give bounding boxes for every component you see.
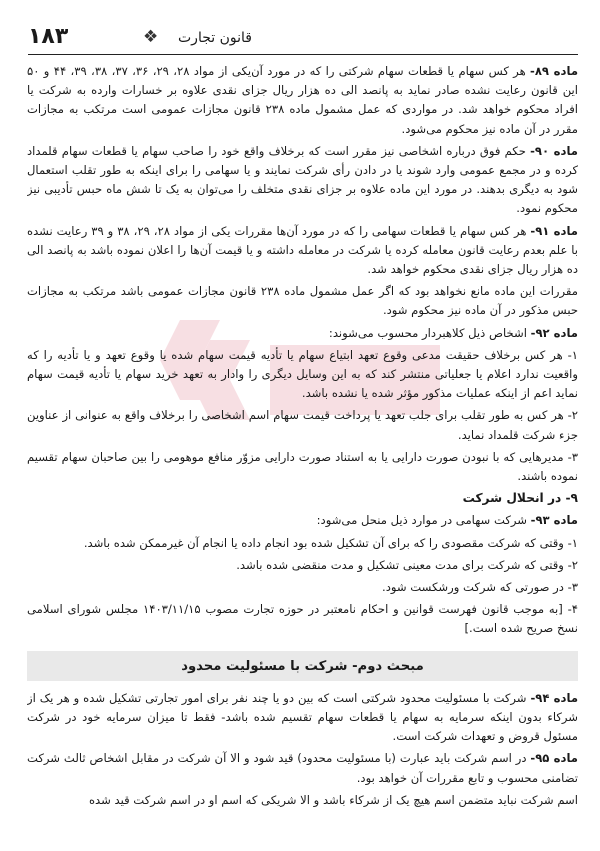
ornament-icon: ❖ xyxy=(143,27,159,47)
article-label: ماده ۸۹- xyxy=(530,64,578,78)
article-91 xyxy=(27,222,578,280)
article-text: هر کس سهام یا قطعات سهامی را که در مورد آن‌ها مقررات یکی از مواد ۲۸، ۲۹، ۳۸ و ۳۹ رعایت نشده با علم بعدم رعایت قانون معامله کرده یا شرکت در معامله داشته و یا قیمت آن‌ها را اعلان نموده باشد به پانصد الی ده هزار ریال جزای نقدی محکوم خواهد شد. xyxy=(27,223,578,277)
list-item: ۱- هر کس برخلاف حقیقت مدعی وقوع تعهد ابتیاع سهام یا تأدیه قیمت سهام شده یا وقوع تعهد و یا تأدیه را که واقعیت ندارد اعلام یا جعلیاتی منتشر کند که به این وسایل دیگری را وادار به تعهد خرید سهام یا تأدیه قیمت سهام نماید اعم از اینکه عملیات مذکور مؤثر شده یا نشده باشد. xyxy=(27,347,578,401)
article-label: ماده ۹۳- xyxy=(530,513,578,528)
section-heading: ۹- در انحلال شرکت xyxy=(462,491,578,506)
chapter-heading: مبحث دوم- شرکت با مسئولیت محدود xyxy=(27,651,578,681)
list-item: ۱- وقتی که شرکت مقصودی را که برای آن تشکیل شده بود انجام داده یا انجام آن غیرممکن شده باشد. xyxy=(83,535,578,550)
article-label: ماده ۹۵- xyxy=(530,751,578,766)
article-label: ماده ۹۲- xyxy=(530,325,578,340)
article-95-note: اسم شرکت نباید متضمن اسم هیچ یک از شرکاء باشد و الا شریکی که اسم او در اسم شرکت قید شده xyxy=(88,792,578,807)
article-text: در اسم شرکت باید عبارت (با مسئولیت محدود) قید شود و الا آن شرکت در مقابل اشخاص ثالث شرکت تضامنی محسوب و تابع مقررات آن خواهد بود. xyxy=(27,751,578,785)
article-label: ماده ۹۰- xyxy=(530,143,578,158)
article-label: ماده ۹۱- xyxy=(530,223,578,238)
article-92 xyxy=(27,324,578,343)
article-text: شرکت با مسئولیت محدود شرکتی است که بین دو یا چند نفر برای امور تجارتی تشکیل شده و هر یک از شرکاء بدون اینکه سرمایه به سهام یا قطعات سهام تقسیم شده باشد- فقط تا میزان سرمایه خود در شرکت مسئول قروض و تعهدات شرکت است. xyxy=(27,690,578,744)
page-number: ۱۸۳ xyxy=(28,24,69,49)
article-text: حکم فوق درباره اشخاصی نیز مقرر است که برخلاف واقع خود را صاحب سهام یا قطعات سهام قلمداد کرده و در مجمع عمومی وارد شوند یا در دادن رأی شرکت نمایند و یا سهامی را برای اینکه به طور تقلب استعمال شود به دیگری بدهند. در مورد این ماده علاوه بر جزای نقدی متخلف را می‌توان به یک تا شش ماه حبس تأدیبی نیز محکوم نمود. xyxy=(27,143,578,216)
document-body xyxy=(27,62,578,845)
article-91-note: مقررات این ماده مانع نخواهد بود که اگر عمل مشمول ماده ۲۳۸ قانون مجازات عمومی باشد مرتکب به مجازات حبس مذکور در آن ماده نیز محکوم شود. xyxy=(27,284,578,318)
article-94 xyxy=(27,689,578,747)
article-90 xyxy=(27,142,578,219)
article-text: اشخاص ذیل کلاهبردار محسوب می‌شوند: xyxy=(328,325,531,340)
page-header xyxy=(28,22,578,55)
article-89 xyxy=(27,62,578,139)
list-item: ۲- وقتی که شرکت برای مدت معینی تشکیل و مدت منقضی شده باشد. xyxy=(236,557,578,572)
running-title: قانون تجارت xyxy=(178,30,252,46)
article-93 xyxy=(27,511,578,530)
list-item: ۴- [به موجب قانون فهرست قوانین و احکام نامعتبر در حوزه تجارت مصوب ۱۴۰۳/۱۱/۱۵ مجلس شورای اسلامی نسخ صریح شده است.] xyxy=(27,602,578,636)
article-95 xyxy=(27,749,578,787)
list-item: ۳- مدیرهایی که با نبودن صورت دارایی یا به استناد صورت دارایی مزوّر منافع موهومی را بین صاحبان سهام تقسیم نموده باشند. xyxy=(27,449,578,484)
article-text: شرکت سهامی در موارد ذیل منحل می‌شود: xyxy=(316,513,531,528)
article-text: هر کس سهام یا قطعات سهام شرکتی را که در مورد آن‌یکی از مواد ۲۸، ۲۹، ۳۶، ۳۷، ۳۸، ۳۹، ۴۴ و ۵۰ این قانون رعایت نشده صادر نماید به پانصد الی ده هزار ریال جزای نقدی علاوه بر خسارات وارده به شرکت یا افراد محکوم خواهد شد. در مواردی که عمل مشمول ماده ۲۳۸ قانون مجازات عمومی است مرتکب به مجازات مقرر در آن ماده نیز محکوم می‌شود. xyxy=(27,64,578,136)
list-item: ۳- در صورتی که شرکت ورشکست شود. xyxy=(382,580,578,595)
list-item: ۲- هر کس به طور تقلب برای جلب تعهد یا پرداخت قیمت سهام اسم اشخاصی را برخلاف واقع به عنوانی از عناوین جزء شرکت قلمداد نماید. xyxy=(27,408,578,442)
article-label: ماده ۹۴- xyxy=(530,690,578,705)
